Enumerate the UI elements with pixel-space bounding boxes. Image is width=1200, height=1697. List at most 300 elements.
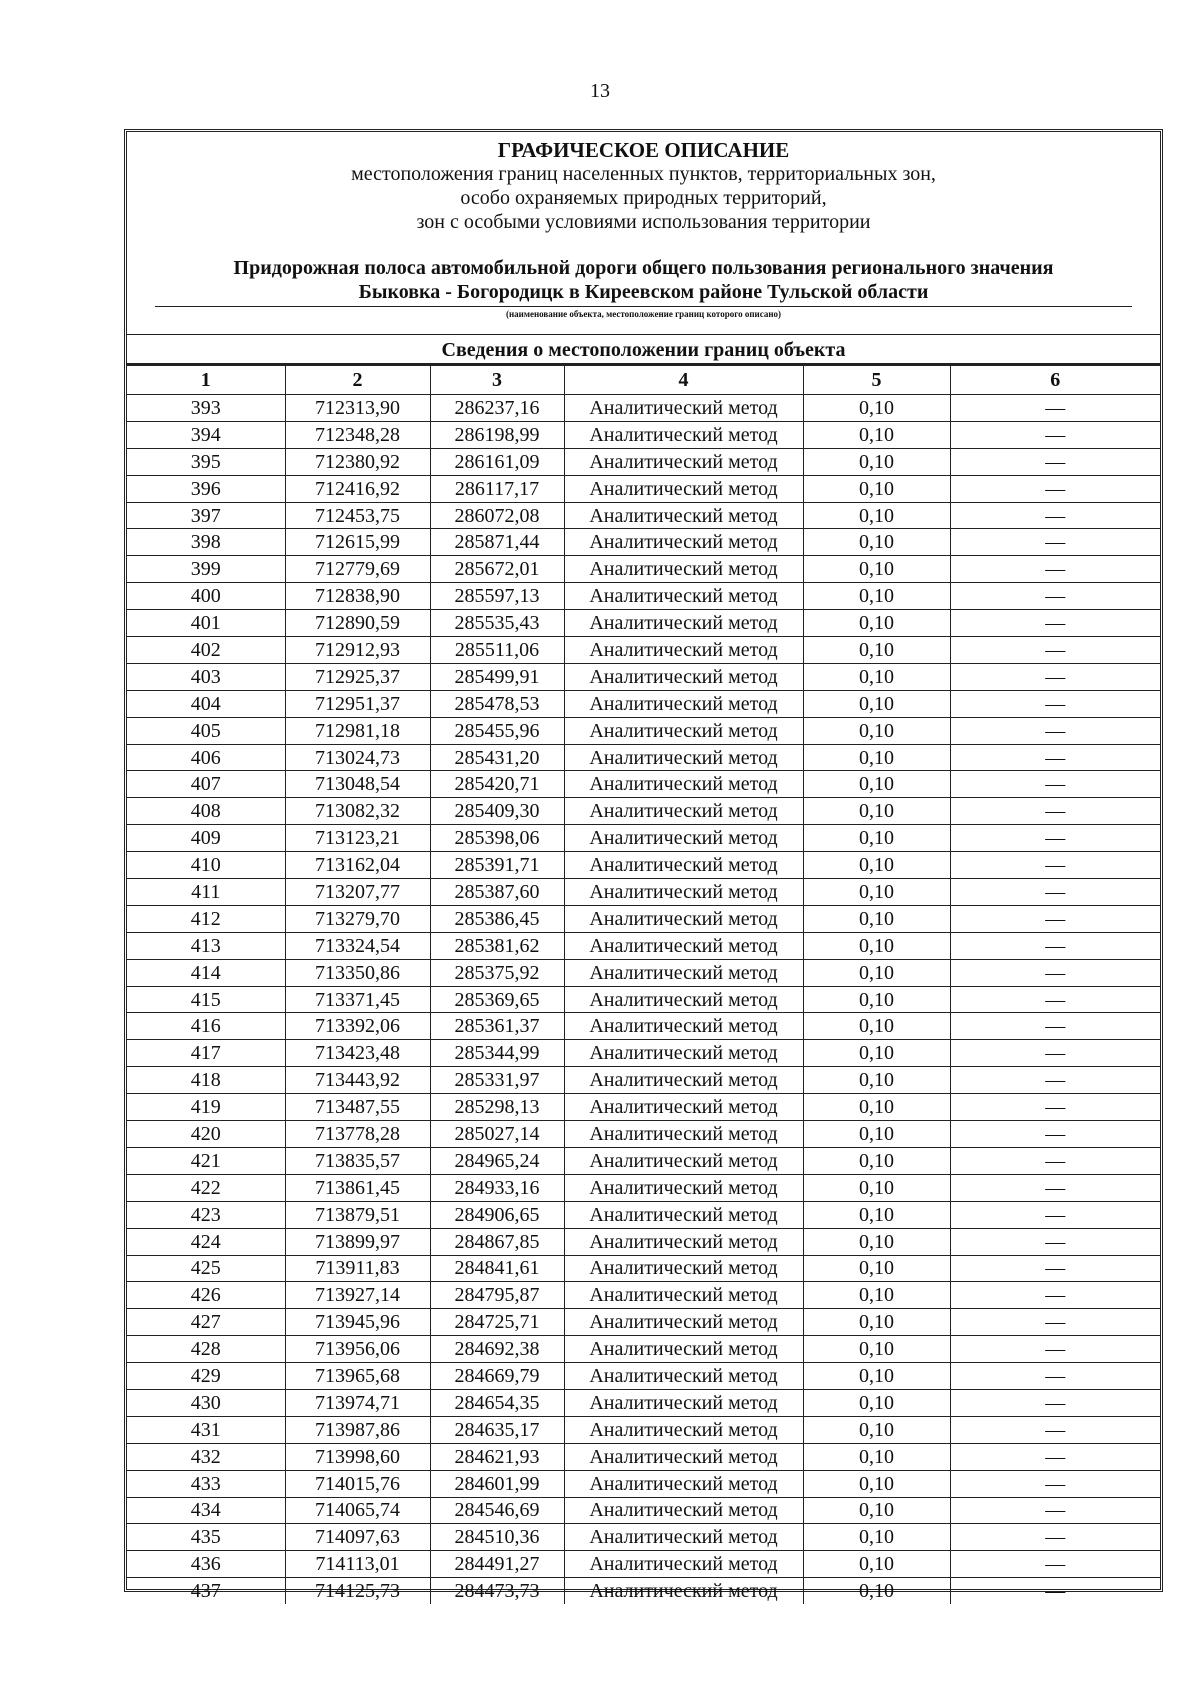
point-number-cell: 427 (127, 1309, 285, 1336)
y-coordinate-cell: 285387,60 (430, 879, 564, 906)
method-cell: Аналитический метод (564, 1363, 803, 1390)
x-coordinate-cell: 714097,63 (285, 1524, 430, 1551)
empty-mark-cell: — (950, 690, 1160, 717)
x-coordinate-cell: 714113,01 (285, 1551, 430, 1578)
precision-cell: 0,10 (803, 825, 950, 852)
precision-cell: 0,10 (803, 1121, 950, 1148)
empty-mark-cell: — (950, 1121, 1160, 1148)
subtitle-line-1: местоположения границ населенных пунктов, территориальных зон, (351, 163, 936, 185)
method-cell: Аналитический метод (564, 879, 803, 906)
method-cell: Аналитический метод (564, 1551, 803, 1578)
empty-mark-cell: — (950, 448, 1160, 475)
empty-mark-cell: — (950, 475, 1160, 502)
x-coordinate-cell: 713987,86 (285, 1416, 430, 1443)
table-row (127, 905, 1160, 932)
method-cell: Аналитический метод (564, 1201, 803, 1228)
empty-mark-cell: — (950, 529, 1160, 556)
x-coordinate-cell: 713911,83 (285, 1255, 430, 1282)
precision-cell: 0,10 (803, 1389, 950, 1416)
precision-cell: 0,10 (803, 771, 950, 798)
description-frame (124, 129, 1163, 1603)
y-coordinate-cell: 284621,93 (430, 1443, 564, 1470)
table-row (127, 1174, 1160, 1201)
y-coordinate-cell: 285431,20 (430, 744, 564, 771)
y-coordinate-cell: 284965,24 (430, 1147, 564, 1174)
point-number-cell: 430 (127, 1389, 285, 1416)
method-cell: Аналитический метод (564, 663, 803, 690)
precision-cell: 0,10 (803, 905, 950, 932)
table-row (127, 825, 1160, 852)
empty-mark-cell: — (950, 825, 1160, 852)
precision-cell: 0,10 (803, 448, 950, 475)
table-row (127, 690, 1160, 717)
point-number-cell: 409 (127, 825, 285, 852)
precision-cell: 0,10 (803, 852, 950, 879)
empty-mark-cell: — (950, 1282, 1160, 1309)
precision-cell: 0,10 (803, 421, 950, 448)
point-number-cell: 422 (127, 1174, 285, 1201)
point-number-cell: 398 (127, 529, 285, 556)
precision-cell: 0,10 (803, 583, 950, 610)
table-row (127, 1389, 1160, 1416)
method-cell: Аналитический метод (564, 1094, 803, 1121)
point-number-cell: 424 (127, 1228, 285, 1255)
y-coordinate-cell: 285027,14 (430, 1121, 564, 1148)
method-cell: Аналитический метод (564, 475, 803, 502)
point-number-cell: 419 (127, 1094, 285, 1121)
x-coordinate-cell: 713443,92 (285, 1067, 430, 1094)
precision-cell: 0,10 (803, 1363, 950, 1390)
point-number-cell: 397 (127, 502, 285, 529)
empty-mark-cell: — (950, 637, 1160, 664)
table-row (127, 879, 1160, 906)
y-coordinate-cell: 284669,79 (430, 1363, 564, 1390)
point-number-cell: 411 (127, 879, 285, 906)
table-row (127, 717, 1160, 744)
table-row (127, 1443, 1160, 1470)
method-cell: Аналитический метод (564, 448, 803, 475)
y-coordinate-cell: 284491,27 (430, 1551, 564, 1578)
empty-mark-cell: — (950, 1416, 1160, 1443)
point-number-cell: 404 (127, 690, 285, 717)
y-coordinate-cell: 284692,38 (430, 1336, 564, 1363)
table-row (127, 932, 1160, 959)
x-coordinate-cell: 713207,77 (285, 879, 430, 906)
object-name-line-1: Придорожная полоса автомобильной дороги общего пользования регионального значения (233, 257, 1054, 279)
method-cell: Аналитический метод (564, 1578, 803, 1604)
point-number-cell: 406 (127, 744, 285, 771)
point-number-cell: 416 (127, 1013, 285, 1040)
x-coordinate-cell: 713392,06 (285, 1013, 430, 1040)
point-number-cell: 395 (127, 448, 285, 475)
point-number-cell: 434 (127, 1497, 285, 1524)
table-row (127, 663, 1160, 690)
table-row (127, 959, 1160, 986)
table-row (127, 1228, 1160, 1255)
point-number-cell: 420 (127, 1121, 285, 1148)
empty-mark-cell: — (950, 798, 1160, 825)
method-cell: Аналитический метод (564, 502, 803, 529)
point-number-cell: 413 (127, 932, 285, 959)
x-coordinate-cell: 713487,55 (285, 1094, 430, 1121)
precision-cell: 0,10 (803, 1147, 950, 1174)
x-coordinate-cell: 713279,70 (285, 905, 430, 932)
table-row (127, 1524, 1160, 1551)
precision-cell: 0,10 (803, 610, 950, 637)
precision-cell: 0,10 (803, 502, 950, 529)
x-coordinate-cell: 712453,75 (285, 502, 430, 529)
table-row (127, 1040, 1160, 1067)
precision-cell: 0,10 (803, 798, 950, 825)
empty-mark-cell: — (950, 1094, 1160, 1121)
x-coordinate-cell: 713371,45 (285, 986, 430, 1013)
column-header-6: 6 (950, 366, 1160, 395)
y-coordinate-cell: 285672,01 (430, 556, 564, 583)
point-number-cell: 407 (127, 771, 285, 798)
empty-mark-cell: — (950, 1309, 1160, 1336)
empty-mark-cell: — (950, 421, 1160, 448)
y-coordinate-cell: 284635,17 (430, 1416, 564, 1443)
x-coordinate-cell: 712615,99 (285, 529, 430, 556)
precision-cell: 0,10 (803, 690, 950, 717)
point-number-cell: 402 (127, 637, 285, 664)
empty-mark-cell: — (950, 986, 1160, 1013)
precision-cell: 0,10 (803, 1040, 950, 1067)
table-row (127, 448, 1160, 475)
empty-mark-cell: — (950, 556, 1160, 583)
y-coordinate-cell: 286198,99 (430, 421, 564, 448)
x-coordinate-cell: 713879,51 (285, 1201, 430, 1228)
table-row (127, 1497, 1160, 1524)
point-number-cell: 415 (127, 986, 285, 1013)
method-cell: Аналитический метод (564, 637, 803, 664)
precision-cell: 0,10 (803, 1282, 950, 1309)
precision-cell: 0,10 (803, 1013, 950, 1040)
empty-mark-cell: — (950, 1040, 1160, 1067)
empty-mark-cell: — (950, 1147, 1160, 1174)
x-coordinate-cell: 714125,73 (285, 1578, 430, 1604)
table-row (127, 1094, 1160, 1121)
method-cell: Аналитический метод (564, 583, 803, 610)
table-row (127, 1255, 1160, 1282)
table-row (127, 1201, 1160, 1228)
x-coordinate-cell: 714015,76 (285, 1470, 430, 1497)
method-cell: Аналитический метод (564, 986, 803, 1013)
precision-cell: 0,10 (803, 879, 950, 906)
x-coordinate-cell: 713899,97 (285, 1228, 430, 1255)
subtitle-line-2: особо охраняемых природных территорий, (460, 187, 827, 209)
x-coordinate-cell: 713945,96 (285, 1309, 430, 1336)
y-coordinate-cell: 284906,65 (430, 1201, 564, 1228)
y-coordinate-cell: 284867,85 (430, 1228, 564, 1255)
point-number-cell: 436 (127, 1551, 285, 1578)
table-row (127, 798, 1160, 825)
point-number-cell: 412 (127, 905, 285, 932)
coordinates-table (127, 365, 1160, 1604)
precision-cell: 0,10 (803, 475, 950, 502)
empty-mark-cell: — (950, 905, 1160, 932)
table-row (127, 1416, 1160, 1443)
object-name-underline (155, 306, 1132, 307)
x-coordinate-cell: 712925,37 (285, 663, 430, 690)
x-coordinate-cell: 713974,71 (285, 1389, 430, 1416)
method-cell: Аналитический метод (564, 798, 803, 825)
y-coordinate-cell: 285298,13 (430, 1094, 564, 1121)
table-row (127, 556, 1160, 583)
x-coordinate-cell: 713927,14 (285, 1282, 430, 1309)
column-header-1: 1 (127, 366, 285, 395)
method-cell: Аналитический метод (564, 717, 803, 744)
point-number-cell: 399 (127, 556, 285, 583)
precision-cell: 0,10 (803, 986, 950, 1013)
method-cell: Аналитический метод (564, 1524, 803, 1551)
method-cell: Аналитический метод (564, 529, 803, 556)
point-number-cell: 426 (127, 1282, 285, 1309)
x-coordinate-cell: 712951,37 (285, 690, 430, 717)
point-number-cell: 400 (127, 583, 285, 610)
y-coordinate-cell: 285361,37 (430, 1013, 564, 1040)
x-coordinate-cell: 714065,74 (285, 1497, 430, 1524)
point-number-cell: 393 (127, 395, 285, 422)
point-number-cell: 428 (127, 1336, 285, 1363)
method-cell: Аналитический метод (564, 1336, 803, 1363)
precision-cell: 0,10 (803, 1443, 950, 1470)
precision-cell: 0,10 (803, 959, 950, 986)
empty-mark-cell: — (950, 1363, 1160, 1390)
empty-mark-cell: — (950, 1013, 1160, 1040)
x-coordinate-cell: 712348,28 (285, 421, 430, 448)
y-coordinate-cell: 286161,09 (430, 448, 564, 475)
table-header-row (127, 366, 1160, 395)
empty-mark-cell: — (950, 959, 1160, 986)
y-coordinate-cell: 285344,99 (430, 1040, 564, 1067)
point-number-cell: 437 (127, 1578, 285, 1604)
precision-cell: 0,10 (803, 1174, 950, 1201)
method-cell: Аналитический метод (564, 1121, 803, 1148)
point-number-cell: 431 (127, 1416, 285, 1443)
x-coordinate-cell: 713861,45 (285, 1174, 430, 1201)
y-coordinate-cell: 285535,43 (430, 610, 564, 637)
point-number-cell: 414 (127, 959, 285, 986)
precision-cell: 0,10 (803, 1067, 950, 1094)
point-number-cell: 405 (127, 717, 285, 744)
column-header-4: 4 (564, 366, 803, 395)
precision-cell: 0,10 (803, 932, 950, 959)
x-coordinate-cell: 713048,54 (285, 771, 430, 798)
y-coordinate-cell: 284654,35 (430, 1389, 564, 1416)
empty-mark-cell: — (950, 1389, 1160, 1416)
y-coordinate-cell: 284510,36 (430, 1524, 564, 1551)
method-cell: Аналитический метод (564, 1013, 803, 1040)
empty-mark-cell: — (950, 610, 1160, 637)
y-coordinate-cell: 285369,65 (430, 986, 564, 1013)
y-coordinate-cell: 285386,45 (430, 905, 564, 932)
x-coordinate-cell: 713162,04 (285, 852, 430, 879)
table-row (127, 744, 1160, 771)
precision-cell: 0,10 (803, 1309, 950, 1336)
precision-cell: 0,10 (803, 717, 950, 744)
precision-cell: 0,10 (803, 1201, 950, 1228)
y-coordinate-cell: 284473,73 (430, 1578, 564, 1604)
y-coordinate-cell: 285478,53 (430, 690, 564, 717)
empty-mark-cell: — (950, 1524, 1160, 1551)
method-cell: Аналитический метод (564, 1282, 803, 1309)
precision-cell: 0,10 (803, 1094, 950, 1121)
x-coordinate-cell: 713350,86 (285, 959, 430, 986)
empty-mark-cell: — (950, 1336, 1160, 1363)
x-coordinate-cell: 712779,69 (285, 556, 430, 583)
table-row (127, 475, 1160, 502)
method-cell: Аналитический метод (564, 421, 803, 448)
x-coordinate-cell: 713324,54 (285, 932, 430, 959)
y-coordinate-cell: 285391,71 (430, 852, 564, 879)
precision-cell: 0,10 (803, 1551, 950, 1578)
precision-cell: 0,10 (803, 1497, 950, 1524)
table-row (127, 1363, 1160, 1390)
method-cell: Аналитический метод (564, 1443, 803, 1470)
column-header-5: 5 (803, 366, 950, 395)
document-title: ГРАФИЧЕСКОЕ ОПИСАНИЕ (497, 138, 790, 162)
method-cell: Аналитический метод (564, 1255, 803, 1282)
point-number-cell: 435 (127, 1524, 285, 1551)
point-number-cell: 403 (127, 663, 285, 690)
y-coordinate-cell: 284841,61 (430, 1255, 564, 1282)
empty-mark-cell: — (950, 932, 1160, 959)
y-coordinate-cell: 284546,69 (430, 1497, 564, 1524)
table-row (127, 1551, 1160, 1578)
point-number-cell: 401 (127, 610, 285, 637)
empty-mark-cell: — (950, 852, 1160, 879)
precision-cell: 0,10 (803, 395, 950, 422)
column-header-3: 3 (430, 366, 564, 395)
x-coordinate-cell: 713835,57 (285, 1147, 430, 1174)
precision-cell: 0,10 (803, 637, 950, 664)
subtitle-line-3: зон с особыми условиями использования территории (416, 211, 871, 233)
method-cell: Аналитический метод (564, 744, 803, 771)
method-cell: Аналитический метод (564, 932, 803, 959)
empty-mark-cell: — (950, 1255, 1160, 1282)
y-coordinate-cell: 284795,87 (430, 1282, 564, 1309)
point-number-cell: 410 (127, 852, 285, 879)
table-row (127, 1282, 1160, 1309)
empty-mark-cell: — (950, 1228, 1160, 1255)
table-row (127, 1147, 1160, 1174)
table-row (127, 395, 1160, 422)
y-coordinate-cell: 285871,44 (430, 529, 564, 556)
table-row (127, 529, 1160, 556)
y-coordinate-cell: 285455,96 (430, 717, 564, 744)
x-coordinate-cell: 712912,93 (285, 637, 430, 664)
point-number-cell: 421 (127, 1147, 285, 1174)
y-coordinate-cell: 285499,91 (430, 663, 564, 690)
precision-cell: 0,10 (803, 744, 950, 771)
precision-cell: 0,10 (803, 1524, 950, 1551)
empty-mark-cell: — (950, 1067, 1160, 1094)
precision-cell: 0,10 (803, 1578, 950, 1604)
method-cell: Аналитический метод (564, 1470, 803, 1497)
x-coordinate-cell: 712981,18 (285, 717, 430, 744)
empty-mark-cell: — (950, 1443, 1160, 1470)
empty-mark-cell: — (950, 583, 1160, 610)
empty-mark-cell: — (950, 663, 1160, 690)
precision-cell: 0,10 (803, 1470, 950, 1497)
empty-mark-cell: — (950, 744, 1160, 771)
method-cell: Аналитический метод (564, 771, 803, 798)
table-row (127, 1309, 1160, 1336)
empty-mark-cell: — (950, 1497, 1160, 1524)
method-cell: Аналитический метод (564, 610, 803, 637)
column-header-2: 2 (285, 366, 430, 395)
point-number-cell: 423 (127, 1201, 285, 1228)
empty-mark-cell: — (950, 502, 1160, 529)
document-header (127, 132, 1160, 335)
method-cell: Аналитический метод (564, 959, 803, 986)
table-row (127, 502, 1160, 529)
point-number-cell: 408 (127, 798, 285, 825)
point-number-cell: 425 (127, 1255, 285, 1282)
empty-mark-cell: — (950, 879, 1160, 906)
y-coordinate-cell: 285597,13 (430, 583, 564, 610)
y-coordinate-cell: 284933,16 (430, 1174, 564, 1201)
method-cell: Аналитический метод (564, 1174, 803, 1201)
method-cell: Аналитический метод (564, 852, 803, 879)
method-cell: Аналитический метод (564, 1040, 803, 1067)
table-row (127, 1470, 1160, 1497)
empty-mark-cell: — (950, 1174, 1160, 1201)
y-coordinate-cell: 284725,71 (430, 1309, 564, 1336)
precision-cell: 0,10 (803, 1228, 950, 1255)
y-coordinate-cell: 286072,08 (430, 502, 564, 529)
y-coordinate-cell: 286237,16 (430, 395, 564, 422)
table-row (127, 583, 1160, 610)
point-number-cell: 429 (127, 1363, 285, 1390)
page-number: 13 (590, 80, 610, 102)
y-coordinate-cell: 285375,92 (430, 959, 564, 986)
table-row (127, 421, 1160, 448)
empty-mark-cell: — (950, 395, 1160, 422)
point-number-cell: 433 (127, 1470, 285, 1497)
y-coordinate-cell: 285381,62 (430, 932, 564, 959)
y-coordinate-cell: 285511,06 (430, 637, 564, 664)
x-coordinate-cell: 713123,21 (285, 825, 430, 852)
method-cell: Аналитический метод (564, 1416, 803, 1443)
method-cell: Аналитический метод (564, 1067, 803, 1094)
x-coordinate-cell: 713998,60 (285, 1443, 430, 1470)
section-title: Сведения о местоположении границ объекта (127, 335, 1160, 365)
empty-mark-cell: — (950, 717, 1160, 744)
precision-cell: 0,10 (803, 1255, 950, 1282)
object-name-note: (наименование объекта, местоположение границ которого описано) (505, 309, 782, 319)
x-coordinate-cell: 712838,90 (285, 583, 430, 610)
object-name-line-2: Быковка - Богородицк в Киреевском районе Тульской области (358, 281, 929, 303)
table-row (127, 986, 1160, 1013)
method-cell: Аналитический метод (564, 1497, 803, 1524)
y-coordinate-cell: 285409,30 (430, 798, 564, 825)
y-coordinate-cell: 284601,99 (430, 1470, 564, 1497)
method-cell: Аналитический метод (564, 556, 803, 583)
table-row (127, 1121, 1160, 1148)
table-row (127, 610, 1160, 637)
point-number-cell: 417 (127, 1040, 285, 1067)
x-coordinate-cell: 712890,59 (285, 610, 430, 637)
x-coordinate-cell: 712416,92 (285, 475, 430, 502)
y-coordinate-cell: 285398,06 (430, 825, 564, 852)
method-cell: Аналитический метод (564, 690, 803, 717)
method-cell: Аналитический метод (564, 395, 803, 422)
method-cell: Аналитический метод (564, 825, 803, 852)
point-number-cell: 396 (127, 475, 285, 502)
x-coordinate-cell: 713956,06 (285, 1336, 430, 1363)
